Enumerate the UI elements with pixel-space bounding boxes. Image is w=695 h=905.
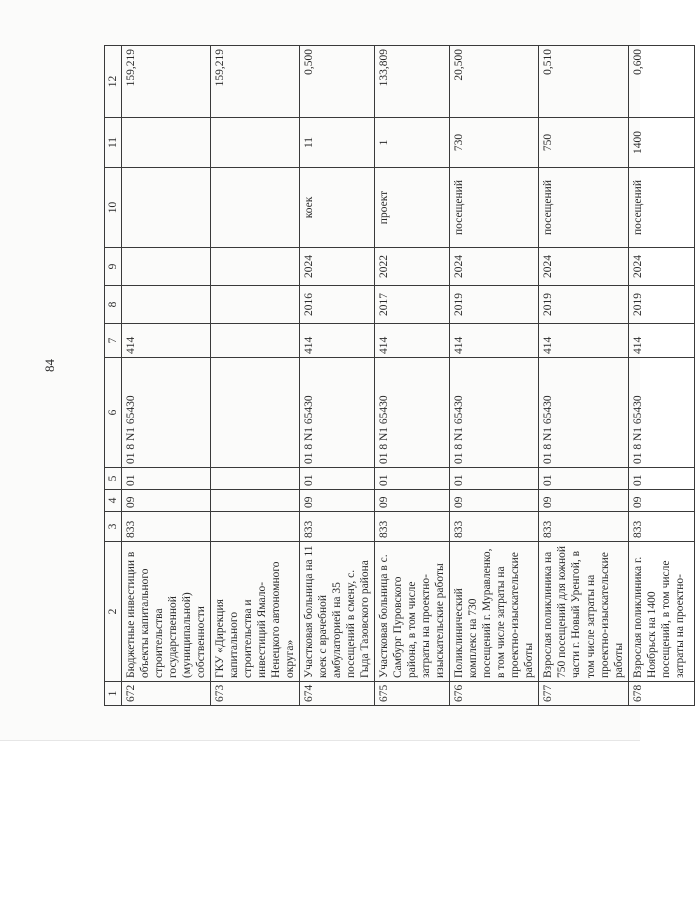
table-row: [375, 46, 450, 706]
capacity-value: 1: [375, 118, 450, 168]
capacity-unit: посещений: [628, 168, 694, 248]
start-year: 2017: [375, 286, 450, 324]
table-row: [122, 46, 211, 706]
table-header-row: [105, 46, 122, 706]
row-number: 678: [628, 682, 694, 706]
amount: 0,600: [628, 46, 694, 118]
header-cell: 11: [105, 118, 122, 168]
header-cell: 8: [105, 286, 122, 324]
capacity-value: 750: [539, 118, 628, 168]
expense-type: 414: [375, 324, 450, 358]
header-cell: 12: [105, 46, 122, 118]
end-year: 2024: [539, 248, 628, 286]
start-year: [122, 286, 211, 324]
capacity-value: 1400: [628, 118, 694, 168]
header-cell: 9: [105, 248, 122, 286]
target-article: [211, 358, 300, 468]
section-code: 09: [375, 490, 450, 512]
end-year: 2022: [375, 248, 450, 286]
ministry-code: 833: [122, 512, 211, 542]
row-number: 674: [300, 682, 375, 706]
subsection-code: 01: [539, 468, 628, 490]
header-cell: 7: [105, 324, 122, 358]
capacity-unit: коек: [300, 168, 375, 248]
table-row: [628, 46, 694, 706]
target-article: 01 8 N1 65430: [300, 358, 375, 468]
capacity-unit: проект: [375, 168, 450, 248]
capacity-value: 11: [300, 118, 375, 168]
row-number: 675: [375, 682, 450, 706]
target-article: 01 8 N1 65430: [122, 358, 211, 468]
capacity-unit: посещений: [450, 168, 539, 248]
item-name: ГКУ «Дирекция капитального строительства и инвестиций Ямало-Ненецкого автономного округа»: [211, 542, 300, 682]
capacity-unit: [122, 168, 211, 248]
amount: 159,219: [211, 46, 300, 118]
expense-type: 414: [539, 324, 628, 358]
expense-type: 414: [122, 324, 211, 358]
ministry-code: 833: [300, 512, 375, 542]
subsection-code: 01: [628, 468, 694, 490]
section-code: 09: [122, 490, 211, 512]
expense-type: 414: [450, 324, 539, 358]
amount: 159,219: [122, 46, 211, 118]
table-row: [450, 46, 539, 706]
section-code: 09: [539, 490, 628, 512]
section-code: [211, 490, 300, 512]
ministry-code: 833: [628, 512, 694, 542]
header-cell: 3: [105, 512, 122, 542]
row-number: 672: [122, 682, 211, 706]
item-name: Поликлинический комплекс на 730 посещений г. Муравленко, в том числе затраты на проектно-изыскательские работы: [450, 542, 539, 682]
item-name: Бюджетные инвестиции в объекты капитального строительства государственной (муниципальной) собственности: [122, 542, 211, 682]
section-code: 09: [300, 490, 375, 512]
amount: 133,809: [375, 46, 450, 118]
amount: 0,510: [539, 46, 628, 118]
item-name: Взрослая поликлиника г. Ноябрьск на 1400 посещений, в том числе затраты на проектно-: [628, 542, 694, 682]
subsection-code: 01: [450, 468, 539, 490]
target-article: 01 8 N1 65430: [539, 358, 628, 468]
row-number: 677: [539, 682, 628, 706]
target-article: 01 8 N1 65430: [375, 358, 450, 468]
capacity-value: [122, 118, 211, 168]
capacity-unit: [211, 168, 300, 248]
subsection-code: 01: [375, 468, 450, 490]
section-code: 09: [450, 490, 539, 512]
ministry-code: [211, 512, 300, 542]
budget-table: [104, 45, 695, 706]
subsection-code: 01: [300, 468, 375, 490]
end-year: 2024: [300, 248, 375, 286]
header-cell: 6: [105, 358, 122, 468]
rotated-table-wrapper: [104, 45, 695, 706]
amount: 20,500: [450, 46, 539, 118]
item-name: Участковая больница на 11 коек с врачебной амбулаторией на 35 посещений в смену, с. Гыда Тазовского района: [300, 542, 375, 682]
capacity-value: [211, 118, 300, 168]
item-name: Взрослая поликлиника на 750 посещений для южной части г. Новый Уренгой, в том числе затраты на проектно-изыскательские работы: [539, 542, 628, 682]
section-code: 09: [628, 490, 694, 512]
end-year: [122, 248, 211, 286]
ministry-code: 833: [539, 512, 628, 542]
row-number: 673: [211, 682, 300, 706]
ministry-code: 833: [450, 512, 539, 542]
header-cell: 5: [105, 468, 122, 490]
start-year: 2019: [628, 286, 694, 324]
subsection-code: [211, 468, 300, 490]
start-year: 2019: [539, 286, 628, 324]
header-cell: 2: [105, 542, 122, 682]
capacity-unit: посещений: [539, 168, 628, 248]
row-number: 676: [450, 682, 539, 706]
end-year: 2024: [450, 248, 539, 286]
header-cell: 1: [105, 682, 122, 706]
start-year: [211, 286, 300, 324]
expense-type: 414: [628, 324, 694, 358]
header-cell: 10: [105, 168, 122, 248]
end-year: 2024: [628, 248, 694, 286]
expense-type: 414: [300, 324, 375, 358]
page-number: 84: [42, 359, 57, 372]
capacity-value: 730: [450, 118, 539, 168]
subsection-code: 01: [122, 468, 211, 490]
header-cell: 4: [105, 490, 122, 512]
target-article: 01 8 N1 65430: [450, 358, 539, 468]
end-year: [211, 248, 300, 286]
ministry-code: 833: [375, 512, 450, 542]
table-row: [300, 46, 375, 706]
table-row: [539, 46, 628, 706]
amount: 0,500: [300, 46, 375, 118]
start-year: 2016: [300, 286, 375, 324]
start-year: 2019: [450, 286, 539, 324]
table-row: [211, 46, 300, 706]
target-article: 01 8 N1 65430: [628, 358, 694, 468]
expense-type: [211, 324, 300, 358]
item-name: Участковая больница в с. Самбург Пуровского района, в том числе затраты на проектно-изыскательские работы: [375, 542, 450, 682]
